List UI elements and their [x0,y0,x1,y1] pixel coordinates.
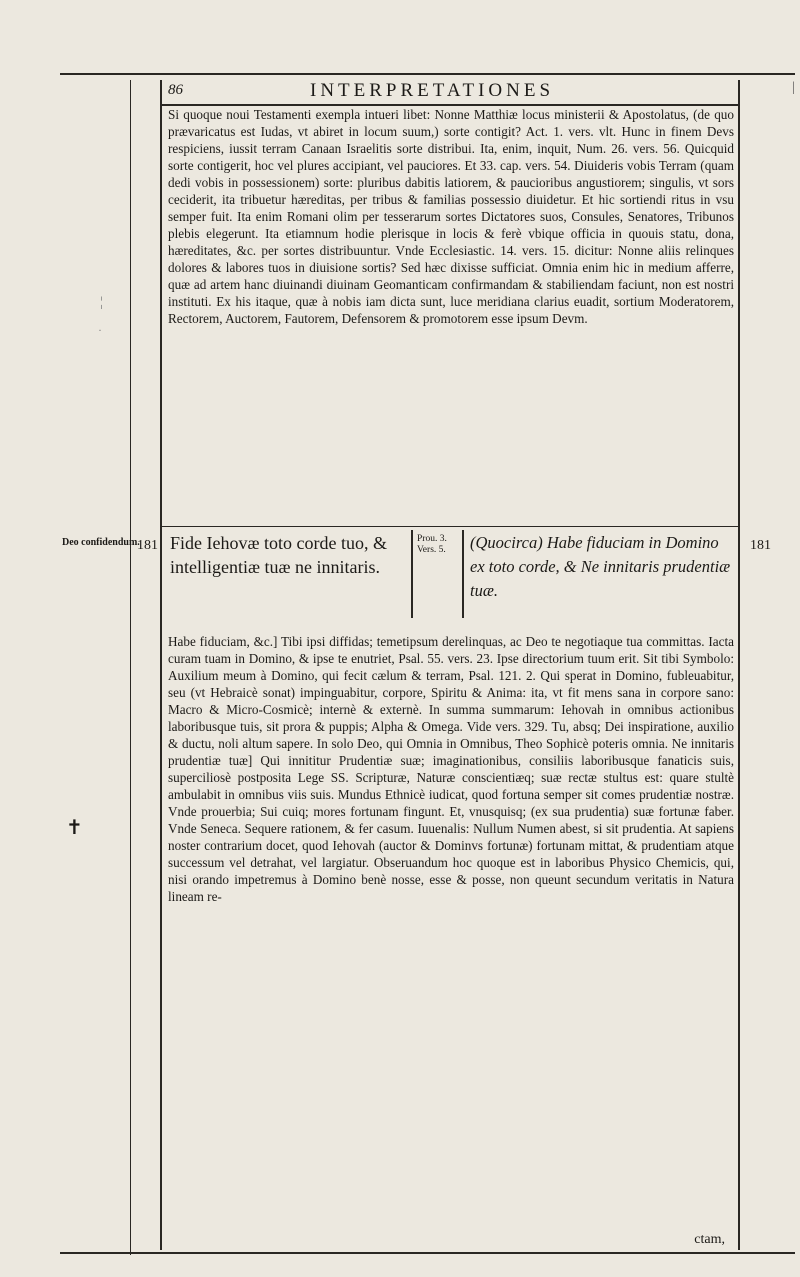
dagger-mark-icon: ✝ [66,817,83,839]
verse-latin-left: Fide Iehovæ toto corde tuo, & intelligentiæ tuæ ne innitaris. [170,533,387,577]
page-header [160,80,740,104]
verse-number-left: 181 [137,538,158,553]
verse-divider-1 [411,530,413,618]
folio-number: 86 [168,82,183,98]
paragraph-1-text: Si quoque noui Testamenti exempla intueri libet: Nonne Matthiæ locus ministerii & Apostolatus, (de quo prævaricatus est Iudas, vt abiret in locum suum,) sorte contigit? Act. 1. vers. vlt. Hunc in finem Devs respiciens, iussit terram Canaan Israelitis sorte distribui. Ita, enim, inquit, Num. 26. vers. 56. Quicquid sorte contigerit, hoc vel plures accipiant, vel pauciores. Et 33. cap. vers. 54. Diuideris vobis Terram (quam dedi vobis in possessionem) sorte: pluribus dabitis latiorem, & paucioribus angustiorem; singulis, vt sors ceciderit, ita tribuetur hæreditas, per tribus & familias possessio diuidetur. Et hic sortiendi ritus in vsu semper fuit. Ita enim Romani olim per tesserarum sortes Dictatores suos, Consules, Senatores, Tribunos plebis elegerunt. Ita etiamnum hodie plerisque in locis & ferè vbique officia in quouis statu, dona, hæreditates, &c. per sortes distribuuntur. Vnde Ecclesiastic. 14. vers. 15. dicitur: Nonne aliis relinques dolores & labores tuos in diuisione sortis? Sed hæc dixisse sufficiat. Omnia enim hic in medium afferre, quæ ad artem hanc diuinandi diuinam Geomanticam confirmandam & stabiliendam faciunt, non est nostri instituti. Ex his itaque, quæ à nobis iam dicta sunt, luce meridiana clarius euadit, sortium Moderatorem, Rectorem, Auctorem, Fautorem, Defensorem & promotorem esse ipsum Devm. [168,107,734,326]
verse-divider-2 [462,530,464,618]
bottom-rule [60,1252,795,1254]
top-rule [60,73,795,75]
paragraph-1 [168,106,734,327]
margin-note: Deo confidendum. [62,537,140,548]
paragraph-2-text: Habe fiduciam, &c.] Tibi ipsi diffidas; temetipsum derelinquas, ac Deo te negotiaque tua committas. Iacta curam tuam in Domino, & ipse te enutriet, Psal. 55. vers. 23. Ipse directorium tuum erit. Sit tibi Symbolo: Auxilium meum à Domino, qui fecit cælum & terram, Psal. 121. 2. Qui sperat in Domino, fubleuabitur, seu (vt Hebraicè sonat) impinguabitur, corpore, Spiritu & Anima: ita, vt fit mens sana in corpore sano: Macro & Micro-Cosmicè; internè & externè. In summa summarum: Iehovah in omnibus actionibus laboribusque tuis, sit prora & puppis; Alpha & Omega. Vide vers. 329. Tu, absq; Dei inspiratione, auxilio & ductu, noli altum sapere. In solo Deo, qui Omnia in Omnibus, Theo Sophicè poteris omnia. Ne innitaris prudentiæ tuæ] Qui innititur Prudentiæ suæ; imaginationibus, consiliis laboribusque fanaticis suis, superciliosè postposita Lege SS. Scripturæ, Naturæ conscientiæq; suæ rectæ stultus est: quare stultè ambulabit in omnibus viis suis. Mundus Ethnicè iudicat, quod fortuna semper sit comes prudentiæ nostræ. Vnde prouerbia; Sui cuiq; mores fortunam fingunt. Et, vnusquisq; (ex sua prudentia) suæ fortunæ faber. Vnde Seneca. Sequere rationem, & fer casum. Iuuenalis: Nullum Numen abest, si sit prudentia. At sapiens noster contrarium docet, quod Iehovah (auctor & Dominvs fortunæ) fortunam mittat, & prudentiam atque successum vel detrahat, vel largiatur. Obseruandum hoc quoque est in laboribus Physico Chemicis, qui, nisi orando impetremus à Domino benè nosse, esse & posse, non queunt secundum veritatis in Natura lineam re- [168,634,734,904]
outer-left-rule [130,80,131,1255]
running-title: INTERPRETATIONES [310,80,555,101]
ink-dot-icon: · [98,323,102,337]
ink-mark-icon: ¦ [100,295,103,310]
inner-right-rule [738,80,740,1250]
edge-mark-icon: | [792,80,795,95]
inner-left-rule [160,80,162,1250]
verse-number-right: 181 [750,538,771,553]
verse-top-rule [160,526,738,527]
catchword: ctam, [694,1232,725,1247]
verse-latin-right: (Quocirca) Habe fiduciam in Domino ex toto corde, & Ne innitaris prudentiæ tuæ. [470,533,731,600]
verse-reference: Prou. 3. Vers. 5. [417,534,447,555]
paragraph-2 [168,633,734,905]
